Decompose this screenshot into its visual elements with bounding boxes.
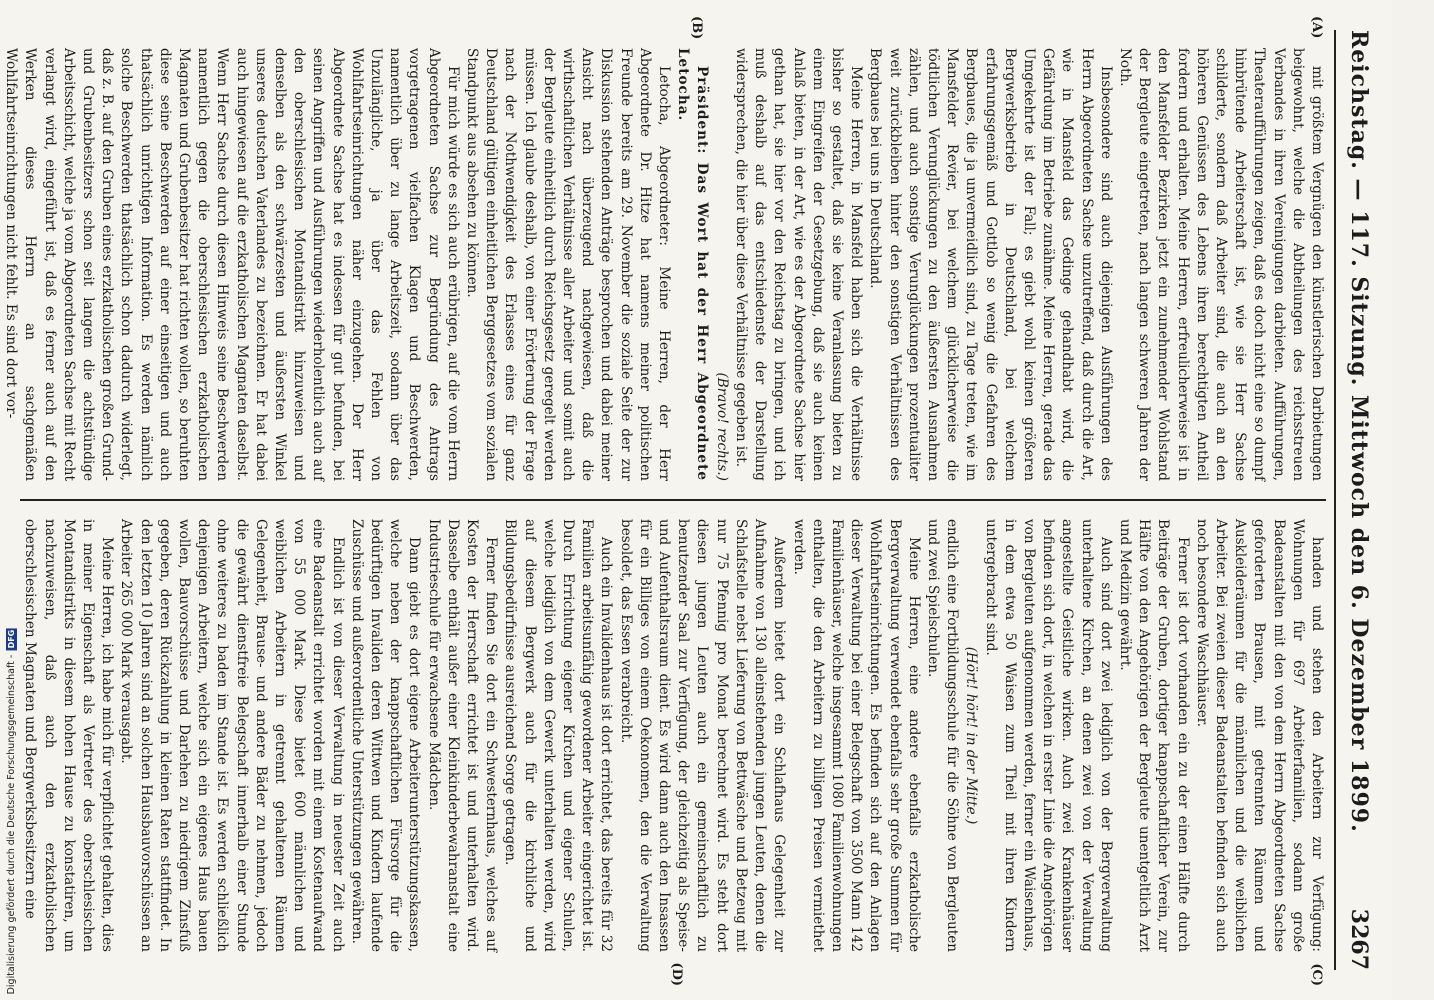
paragraph: Insbesondere sind auch diejenigen Ausführungen des Herrn Abgeordneten Sachse unzutreffend, daß durch die Art, wie in Mansfeld das Gedinge gehandhabt wird, die Gefährdung im Betriebe zunähme. Meine Herren, gerade das Umgekehrte ist der Fall; es giebt wohl keinen größeren Bergwerksbetrieb in Deutschland, bei welchem erfahrungsgemäß und Gottlob so wenig die Gefahren des Bergbaues, die ja unvermeidlich sind, zu Tage treten, wie im Mansfelder Revier, bei welchem glücklicherweise die tödtlichen Verunglückungen zu den äußersten Ausnahmen zählen, und auch sonstige Verunglückungen prozentualiter weit zurückbleiben hinter den sonstigen Verhältnissen des Bergbaues bei uns in Deutschland. xyxy=(867,48,1114,481)
paragraph: Für mich würde es sich auch erübrigen, auf die vom Herrn Abgeordneten Sachse zur Begründung des Antrags vorgetragenen vielfachen Klagen und Beschwerden, namentlich über zu lange Arbeitszeit, sodann über das Unzulängliche, ja über das Fehlen von Wohlfahrtseinrichtungen näher einzugehen. Der Herr Abgeordnete Sachse hat es indessen für gut befunden, bei seinen Angriffen und Ausführungen wiederholentlich auch auf den oberschlesischen Montandistrikt hinzuweisen und denselben als den schwärzesten und äußersten Winkel unseres deutschen Vaterlandes zu bezeichnen. Er hat dabei auch hingewiesen auf die erzkatholischen Magnaten daselbst. Wenn Herr Sachse durch diesen Hinweis seine Beschwerden namentlich gegen die oberschlesischen erzkatholischen Magnaten und Grubenbesitzer hat richten wollen, so beruhten diese seine Beschwerden auf einer einseitigen und auch thatsächlich unrichtigen Information. Es werden nämlich solche Beschwerden thatsächlich schon dadurch widerlegt, daß z. B. auf den Gruben eines erzkatholischen großen Grund- und Grubenbesitzers schon seit langem die achtstündige Arbeitsschicht, welche ja vom Abgeordneten Sachse mit Recht verlangt wird, eingeführt ist, daß es ferner auch auf den Werken dieses Herrn an sachgemäßen Wohlfahrtseinrichtungen nicht fehlt. Es sind dort vor- xyxy=(3,48,461,481)
paragraph: Außerdem bietet dort ein Schlafhaus Gelegenheit zur Aufnahme von 130 alleinstehenden jungen Leuten, denen die Schlafstelle nebst Lieferung von Bettwäsche und Betzeug mit nur 75 Pfennig pro Monat berechnet wird. Es steht dort diesen jungen Leuten auch ein gemeinschaftlich zu benutzender Saal zur Verfügung, der gleichzeitig als Speise- und Aufenthaltsraum dient. Es wird dann auch den Insassen für ein Billiges von einem Oekonomen, den die Verwaltung besoldet, das Essen verabreicht. xyxy=(617,519,788,952)
page-title: Reichstag. — 117. Sitzung. Mittwoch den 6. Dezember 1899. xyxy=(1346,30,1372,833)
paragraph: Ferner finden Sie dort ein Schwesternhaus, welches auf Kosten der Herrschaft errichtet ist und unterhalten wird. Dasselbe enthält außer einer Kleinkinderbewahranstalt eine Industrieschule für erwachsene Mädchen. xyxy=(425,519,500,952)
interjection: (Hört! hört! in der Mitte.) xyxy=(963,646,980,825)
dfg-logo: DFG xyxy=(7,629,16,649)
paragraph: Auch sind dort zwei lediglich von der Bergverwaltung unterhaltene Kirchen, an denen zwei von der Verwaltung angestellte Geistliche wirken. Auch zwei Krankenhäuser befinden sich dort, in welchen in erster Linie die Angehörigen von Bergleuten aufgenommen werden, ferner ein Waisenhaus, in dem etwa 50 Waisen zum Theil mit ihren Kindern untergebracht sind. xyxy=(982,519,1114,952)
paragraph: Meine Herren, in Mansfeld haben sich die Verhältnisse bisher so gestaltet, daß sie keine Veranlassung bieten zu einem Eingreifen der Gesetzgebung, daß sie auch keinen Anlaß bieten, in der Art, wie es der Abgeordnete Sachse hier gethan hat, sie hier vor den Reichstag zu bringen, und ich muß deshalb auf das entschiedenste der Darstellung widersprechen, die hier über diese Verhältnisse gegeben ist. xyxy=(732,48,865,481)
margin-mark-d: (D) xyxy=(669,962,684,986)
right-column xyxy=(20,499,1326,986)
paragraph: Dann giebt es dort eigene Arbeiterunterstützungskassen, welche neben der knappschaftlichen Fürsorge für die bedürftigen Invaliden deren Wittwen und Kindern laufende Zuschüsse und außerordentliche Unterstützungen gewähren. xyxy=(348,519,423,952)
paragraph: Meine Herren, eine andere ebenfalls erzkatholische Bergverwaltung verwendet ebenfalls sehr große Summen für Wohlfahrtseinrichtungen. Es befinden sich auf den Anlagen dieser Verwaltung bei einer Belegschaft von 3500 Mann 142 Familienhäuser, welche insgesammt 1080 Familienwohnungen enthalten, die den Arbeitern zu billigen Preisen vermiethet werden. xyxy=(790,519,922,952)
margin-mark-a: (A) xyxy=(1309,16,1324,39)
president-line: Präsident: Das Wort hat der Herr Abgeordnete Letocha. xyxy=(675,48,711,481)
speaker-intro: Letocha, Abgeordneter: Meine Herren, der Herr Abgeordnete Dr. Hitze hat namens meiner politischen Freunde bereits am 29. November die soziale Seite der zur Diskussion stehenden Anträge besprochen und dabei meiner Ansicht nach überzeugend nachgewiesen, daß die wirthschaftlichen Verhältnisse aller Arbeiter und somit auch der Bergleute einheitlich durch Reichsgesetz geregelt werden müssen. Ich glaube deshalb, von einer Erörterung der Frage nach der Nothwendigkeit des Erlasses eines für ganz Deutschland gültigen einheitlichen Berggesetzes vom sozialen Standpunkt aus absehen zu können. xyxy=(464,48,673,481)
credit-text: Digitalisierung gefördert durch die Deutsche Forschungsgemeinschaft - xyxy=(6,654,17,994)
paragraph: Endlich ist von dieser Verwaltung in neuester Zeit auch eine Badeanstalt errichtet worden mit einem Kostenaufwand von 55 000 Mark. Diese bietet 600 männlichen und weiblichen Arbeitern in getrennt gehaltenen Räumen Gelegenheit, Brause- und andere Bäder zu nehmen, jedoch die gewährt dienstfreie Belegschaft innerhalb einer Stunde ohne weiteres zu baden im Stande ist. Es werden schließlich denjenigen Arbeitern, welche sich ein eigenes Haus bauen wollen, Bauvorschüsse und Darlehen zu niedrigem Zinsfuß gegeben, deren Rückzahlung in kleinen Raten stattfindet. In den letzten 10 Jahren sind an solchen Hausbauvorschüssen an Arbeiter 265 000 Mark verausgabt. xyxy=(118,519,346,952)
page-number: 3267 xyxy=(1346,908,1372,970)
paragraph: Ferner ist dort vorhanden ein zu der einen Hälfte durch Beiträge der Gruben, dortiger knappschaftlicher Verein, zur Hälfte von den Angehörigen der Bergleute unentgeltlich Arzt und Medizin gewährt. xyxy=(1116,519,1191,952)
paragraph: endlich eine Fortbildungsschule für die Söhne von Bergleuten und zwei Spielschulen. xyxy=(924,519,961,952)
page-header xyxy=(1334,30,1372,970)
margin-mark-c: (C) xyxy=(1309,963,1324,986)
paragraph: mit größtem Vergnügen den künstlerischen Darbietungen beigewohnt, welche die Abtheilungen des reichsstreuen Verbandes in ihren Vereinigungen darbieten. Aufführungen, Theateraufführungen zeigen, daß es doch nicht eine so dumpf hinbrütende Arbeiterschaft ist, wie sie Herr Sachse schilderte, sondern daß Arbeiter sind, die auch an den höheren Genüssen des Lebens ihren berechtigten Antheil fordern und erhalten. Meine Herren, erfreulicherweise ist in den Mansfelder Bezirken jetzt ein zunehmender Wohlstand der Bergleute eingetreten, nach langen schweren Jahren der Noth. xyxy=(1116,48,1325,481)
paragraph: handen und stehen den Arbeitern zur Verfügung: Wohnungen für 697 Arbeiterfamilien, sodann große Badeanstalten mit den von dem Herrn Abgeordneten Sachse geforderten Brausen, mit getrennten Räumen und Auskleideräumen für die männlichen und die weiblichen Arbeiter. Bei zweien dieser Badeanstalten befinden sich auch noch besondere Waschhäuser. xyxy=(1193,519,1325,952)
left-column xyxy=(3,16,1326,499)
margin-mark-b: (B) xyxy=(689,16,704,40)
applause-note: (Bravo! rechts.) xyxy=(713,372,730,481)
paragraph: Meine Herren, ich habe mich für verpflichtet gehalten, dies in meiner Eigenschaft als Vertreter des oberschlesischen Montandistrikts in diesem hohen Hause zu konstatiren, um nachzuweisen, daß auch den erzkatholischen oberschlesischen Magnaten und Bergwerksbesitzern eine xyxy=(22,519,116,952)
paragraph: Auch ein Invalidenhaus ist dort errichtet, das bereits für 32 Familien arbeitsunfähig gewordener Arbeiter eingerichtet ist. Durch Errichtung eigener Kirchen und eigener Schulen, welche lediglich von dem Gewerk unterhalten werden, wird auf diesem Bergwerk auch für die kirchliche und Bildungsbedürfnisse ausreichend Sorge getragen. xyxy=(502,519,615,952)
digitization-credit xyxy=(6,628,17,994)
